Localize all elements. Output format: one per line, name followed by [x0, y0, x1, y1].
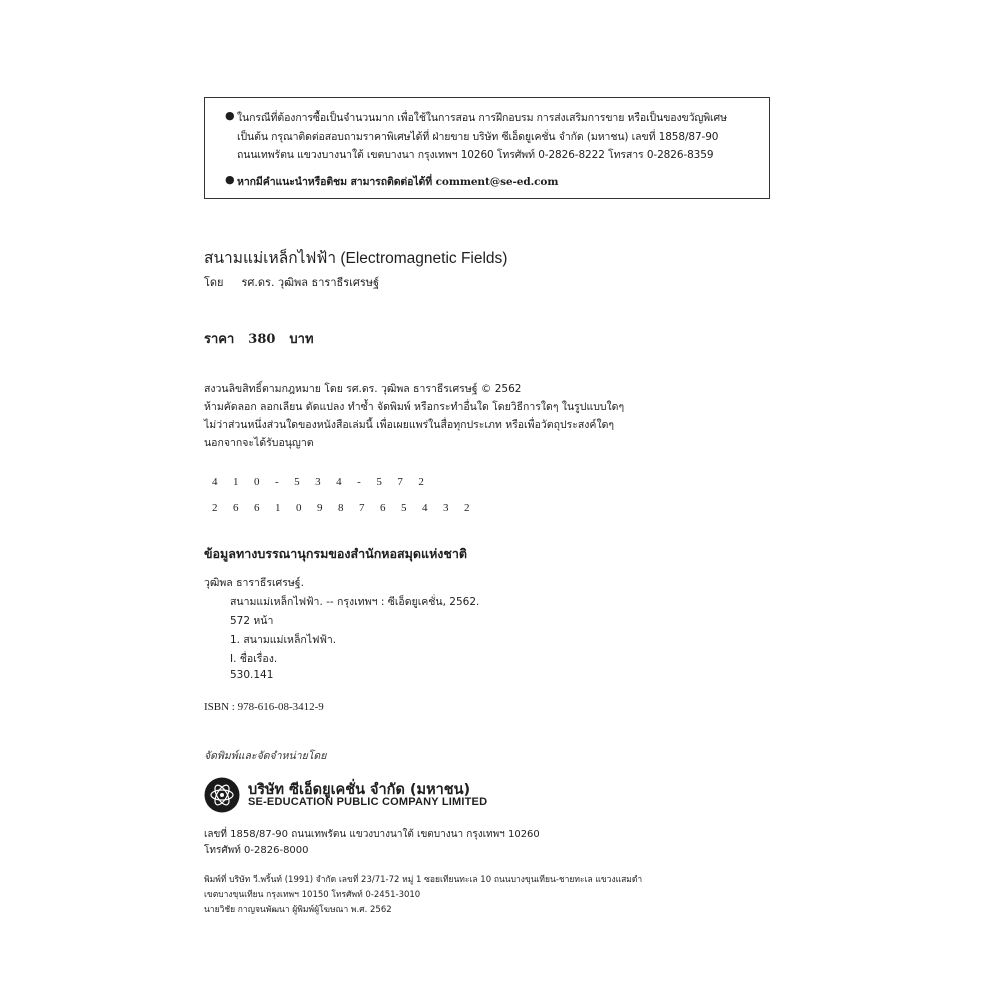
number-row-2: 2661098765432	[212, 502, 485, 514]
cip-class-number: 530.141	[230, 669, 274, 681]
cip-author: วุฒิพล ธาราธีรเศรษฐ์.	[204, 577, 304, 589]
notice-contact-line: หากมีคำแนะนำหรือติชม สามารถติดต่อได้ที่ comment@se-ed.com	[237, 176, 559, 188]
publisher-note: จัดพิมพ์และจัดจำหน่ายโดย	[204, 750, 327, 762]
publisher-address: เลขที่ 1858/87-90 ถนนเทพรัตน แขวงบางนาใต้ เขตบางนา กรุงเทพฯ 10260	[204, 829, 540, 840]
bullet-icon: ●	[225, 173, 235, 186]
cip-title: สนามแม่เหล็กไฟฟ้า. -- กรุงเทพฯ : ซีเอ็ดยูเคชั่น, 2562.	[230, 596, 480, 608]
book-title: สนามแม่เหล็กไฟฟ้า (Electromagnetic Fields)	[204, 250, 508, 267]
author-line	[204, 273, 379, 291]
author-name: รศ.ดร. วุฒิพล ธาราธีรเศรษฐ์	[241, 276, 380, 289]
publisher-name-english: SE-EDUCATION PUBLIC COMPANY LIMITED	[248, 796, 488, 808]
notice-box	[204, 97, 770, 199]
cip-subject: 1. สนามแม่เหล็กไฟฟ้า.	[230, 634, 337, 646]
copyright-line-3: ไม่ว่าส่วนหนึ่งส่วนใดของหนังสือเล่มนี้ เพื่อเผยแพร่ในสื่อทุกประเภท หรือเพื่อวัตถุประสงค์ใดๆ	[204, 419, 615, 431]
number-row-1: 410-534-572	[212, 476, 440, 488]
price-unit: บาท	[289, 332, 314, 347]
copyright-line-2: ห้ามคัดลอก ลอกเลียน ดัดแปลง ทำซ้ำ จัดพิมพ์ หรือกระทำอื่นใด โดยวิธีการใดๆ ในรูปแบบใดๆ	[204, 401, 625, 413]
cip-heading: ข้อมูลทางบรรณานุกรมของสำนักหอสมุดแห่งชาติ	[204, 546, 468, 561]
cip-title-added: I. ชื่อเรื่อง.	[230, 653, 278, 665]
publisher-name-thai: บริษัท ซีเอ็ดยูเคชั่น จำกัด (มหาชน)	[248, 782, 471, 798]
printer-line-2: เขตบางขุนเทียน กรุงเทพฯ 10150 โทรศัพท์ 0-2451-3010	[204, 890, 421, 900]
printer-line-3: นายวิชัย กาญจนพัฒนา ผู้พิมพ์ผู้โฆษณา พ.ศ. 2562	[204, 905, 392, 915]
copyright-line-1: สงวนลิขสิทธิ์ตามกฎหมาย โดย รศ.ดร. วุฒิพล ธาราธีรเศรษฐ์ © 2562	[204, 383, 522, 395]
notice-line-1: ในกรณีที่ต้องการซื้อเป็นจำนวนมาก เพื่อใช้ในการสอน การฝึกอบรม การส่งเสริมการขาย หรือเป็นของขวัญพิเศษ	[237, 112, 727, 124]
by-label: โดย	[204, 276, 224, 289]
notice-line-2: เป็นต้น กรุณาติดต่อสอบถามราคาพิเศษได้ที่ ฝ่ายขาย บริษัท ซีเอ็ดยูเคชั่น จำกัด (มหาชน) เลขที่ 1858/87-90	[237, 131, 719, 143]
notice-line-3: ถนนเทพรัตน แขวงบางนาใต้ เขตบางนา กรุงเทพฯ 10260 โทรศัพท์ 0-2826-8222 โทรสาร 0-2826-8359	[237, 149, 714, 161]
cip-pages: 572 หน้า	[230, 615, 274, 627]
price-value: 380	[248, 332, 276, 347]
publisher-phone: โทรศัพท์ 0-2826-8000	[204, 845, 309, 856]
copyright-line-4: นอกจากจะได้รับอนุญาต	[204, 437, 314, 449]
price-line	[204, 328, 314, 349]
price-label: ราคา	[204, 332, 235, 347]
isbn: ISBN : 978-616-08-3412-9	[204, 701, 324, 713]
printer-line-1: พิมพ์ที่ บริษัท วี.พริ้นท์ (1991) จำกัด เลขที่ 23/71-72 หมู่ 1 ซอยเทียนทะเล 10 ถนนบางขุนเทียน-ชายทะเล แขวงแสมดำ	[204, 875, 643, 885]
bullet-icon: ●	[225, 109, 235, 122]
publisher-logo-icon	[204, 777, 240, 813]
